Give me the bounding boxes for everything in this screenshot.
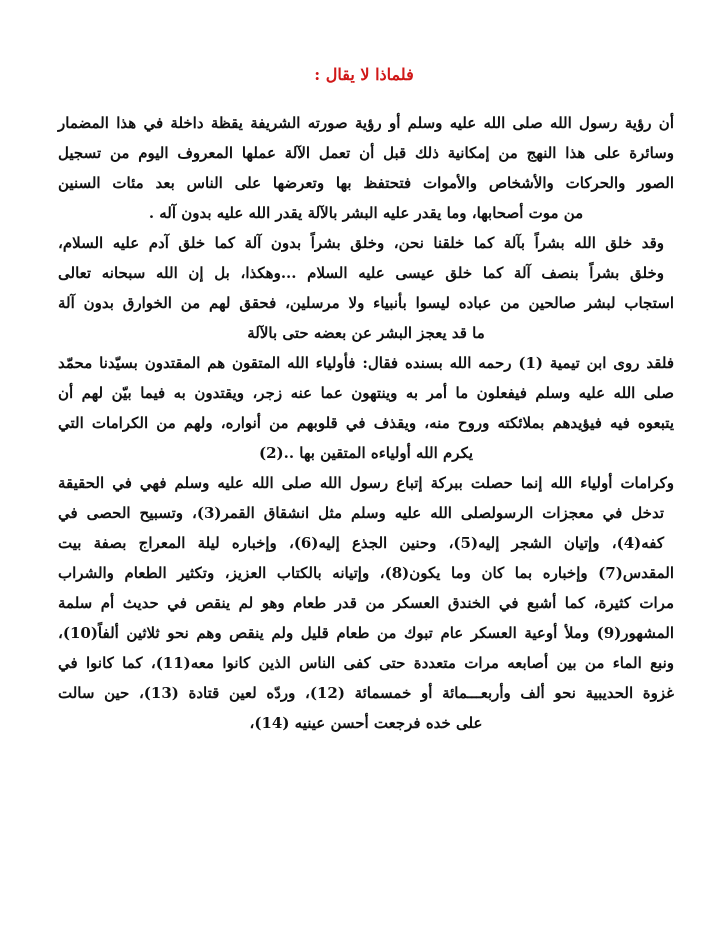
text-line: كفه(4)، وإتيان الشجر إليه(5)، وحنين الجذع إليه(6)، وإخباره ليلة المعراج بصفة بيت (58, 534, 664, 552)
text-line: فلقد روى ابن تيمية (1) رحمه الله بسنده فقال: فأولياء الله المتقون هم المقتدون بسيّدنا محمّد (58, 354, 674, 372)
text-line: المشهور(9) وملأ أوعية العسكر عام تبوك من طعام قليل ولم ينقص وهم نحو ثلاثين ألفاً(10)، (58, 624, 674, 642)
text-line: صلى الله عليه وسلم فيفعلون ما أمر به وينتهون عما عنه زجر، ويقتدون به فيما بيّن لهم أن (58, 384, 674, 402)
text-line: وقد خلق الله بشراً بآلة كما خلقنا نحن، وخلق بشراً بدون آلة كما خلق آدم عليه السلام، (58, 234, 664, 252)
text-line: يتبعوه فيه فيؤيدهم بملائكته وروح منه، ويقذف في قلوبهم من أنواره، ولهم من الكرامات التي (58, 414, 674, 432)
text-line: تدخل في معجزات الرسولصلى الله عليه وسلم مثل انشقاق القمر(3)، وتسبيح الحصى في (58, 504, 664, 522)
text-line: استجاب لبشر صالحين من عباده ليسوا بأنبياء ولا مرسلين، فحقق لهم من الخوارق بدون آلة (58, 294, 674, 312)
text-line: أن رؤية رسول الله صلى الله عليه وسلم أو رؤية صورته الشريفة يقظة داخلة في هذا المضمار (58, 114, 674, 132)
text-line: المقدس(7) وإخباره بما كان وما يكون(8)، وإتيانه بالكتاب العزيز، وتكثير الطعام والشراب (58, 564, 674, 582)
text-line: وسائرة على هذا النهج من إمكانية ذلك قبل أن تعمل الآلة عملها المعروف اليوم من تسجيل (58, 144, 674, 162)
text-line: من موت أصحابها، وما يقدر عليه البشر بالآلة يقدر الله عليه بدون آله . (148, 204, 584, 222)
text-line: وخلق بشراً بنصف آلة كما خلق عيسى عليه السلام ...وهكذا، بل إن الله سبحانه تعالى (58, 264, 664, 282)
body-text (58, 108, 674, 738)
text-line: غزوة الحديبية نحو ألف وأربعـــمائة أو خمسمائة (12)، وردّه لعين قتادة (13)، حين سالت (58, 684, 675, 702)
text-line: ونبع الماء من بين أصابعه مرات متعددة حتى كفى الناس الذين كانوا معه(11)، كما كانوا في (58, 654, 674, 672)
text-line: يكرم الله أولياءه المتقين بها ..(2) (258, 444, 474, 462)
text-line: الصور والحركات والأشخاص والأموات فتحتفظ بها وتعرضها على الناس بعد مئات السنين (58, 174, 674, 192)
text-line: ما قد يعجز البشر عن بعضه حتى بالآلة (247, 324, 485, 342)
text-line: وكرامات أولياء الله إنما حصلت ببركة إتباع رسول الله صلى الله عليه وسلم فهي في الحقيقة (58, 474, 674, 492)
text-line: مرات كثيرة، كما أشبع في الخندق العسكر من قدر طعام وهو لم ينقص في حديث أم سلمة (58, 594, 674, 612)
section-heading: فلماذا لا يقال : (314, 65, 414, 84)
text-line: على خده فرجعت أحسن عينيه (14)، (249, 714, 483, 732)
